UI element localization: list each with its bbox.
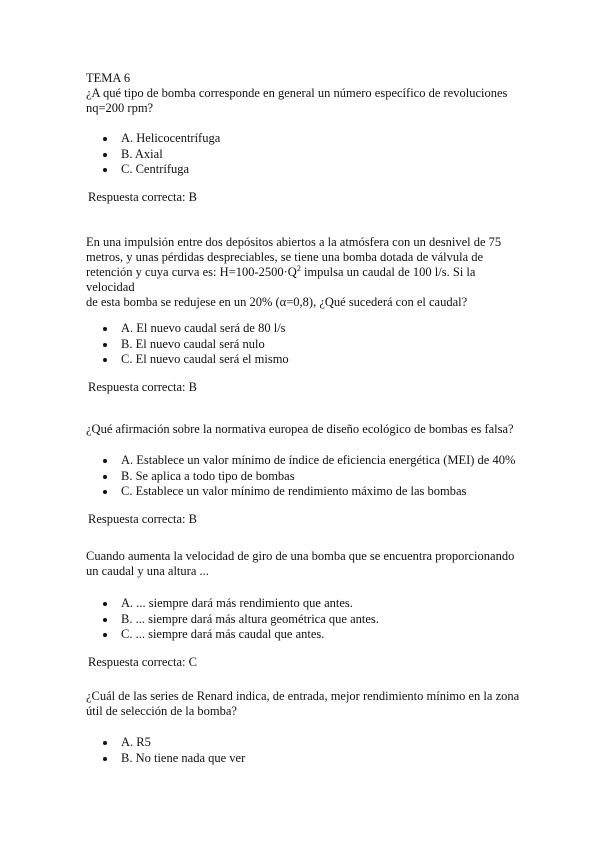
question-1-options <box>103 131 220 178</box>
option-item: A. ... siempre dará más rendimiento que antes. <box>103 596 379 612</box>
option-item: A. R5 <box>103 735 245 751</box>
question-line: En una impulsión entre dos depósitos abiertos a la atmósfera con un desnivel de 75 <box>86 235 502 249</box>
option-item: C. ... siempre dará más caudal que antes. <box>103 627 379 643</box>
question-2-options <box>103 321 289 368</box>
option-item: B. Se aplica a todo tipo de bombas <box>103 469 515 485</box>
option-item: C. Centrífuga <box>103 162 220 178</box>
question-5-options <box>103 735 245 766</box>
answer-line: Respuesta correcta: C <box>88 655 197 669</box>
question-2-text <box>86 235 526 310</box>
question-1-text <box>86 71 526 116</box>
option-item: B. ... siempre dará más altura geométrica que antes. <box>103 612 379 628</box>
question-line: un caudal y una altura ... <box>86 564 209 578</box>
question-3-text <box>86 422 546 437</box>
question-line: ¿Cuál de las series de Renard indica, de entrada, mejor rendimiento mínimo en la zona <box>86 689 520 703</box>
question-line: útil de selección de la bomba? <box>86 704 237 718</box>
option-item: B. Axial <box>103 147 220 163</box>
question-line: de esta bomba se redujese en un 20% (α=0,8), ¿Qué sucederá con el caudal? <box>86 295 468 309</box>
question-line: nq=200 rpm? <box>86 101 154 115</box>
option-item: A. Helicocentrífuga <box>103 131 220 147</box>
option-item: C. El nuevo caudal será el mismo <box>103 352 289 368</box>
option-item: C. Establece un valor mínimo de rendimiento máximo de las bombas <box>103 484 515 500</box>
question-5-text <box>86 689 526 719</box>
question-4-options <box>103 596 379 643</box>
question-line: ¿Qué afirmación sobre la normativa europea de diseño ecológico de bombas es falsa? <box>86 422 514 436</box>
answer-line: Respuesta correcta: B <box>88 380 197 394</box>
option-item: B. No tiene nada que ver <box>103 751 245 767</box>
question-4-text <box>86 549 526 579</box>
question-3-options <box>103 453 515 500</box>
option-item: A. Establece un valor mínimo de índice de eficiencia energética (MEI) de 40% <box>103 453 515 469</box>
question-line: retención y cuya curva es: $H=100-2500\cdot Q^2$ impulsa un caudal de 100 l/s. Si la velocidad <box>86 263 476 294</box>
question-line: metros, y unas pérdidas despreciables, se tiene una bomba dotada de válvula de <box>86 250 484 264</box>
question-line: ¿A qué tipo de bomba corresponde en general un número específico de revoluciones <box>86 86 508 100</box>
option-item: A. El nuevo caudal será de 80 l/s <box>103 321 289 337</box>
answer-line: Respuesta correcta: B <box>88 512 197 526</box>
superscript: 2 <box>296 263 301 273</box>
topic-title: TEMA 6 <box>86 71 131 85</box>
answer-line: Respuesta correcta: B <box>88 190 197 204</box>
option-item: B. El nuevo caudal será nulo <box>103 337 289 353</box>
question-line: Cuando aumenta la velocidad de giro de una bomba que se encuentra proporcionando <box>86 549 515 563</box>
